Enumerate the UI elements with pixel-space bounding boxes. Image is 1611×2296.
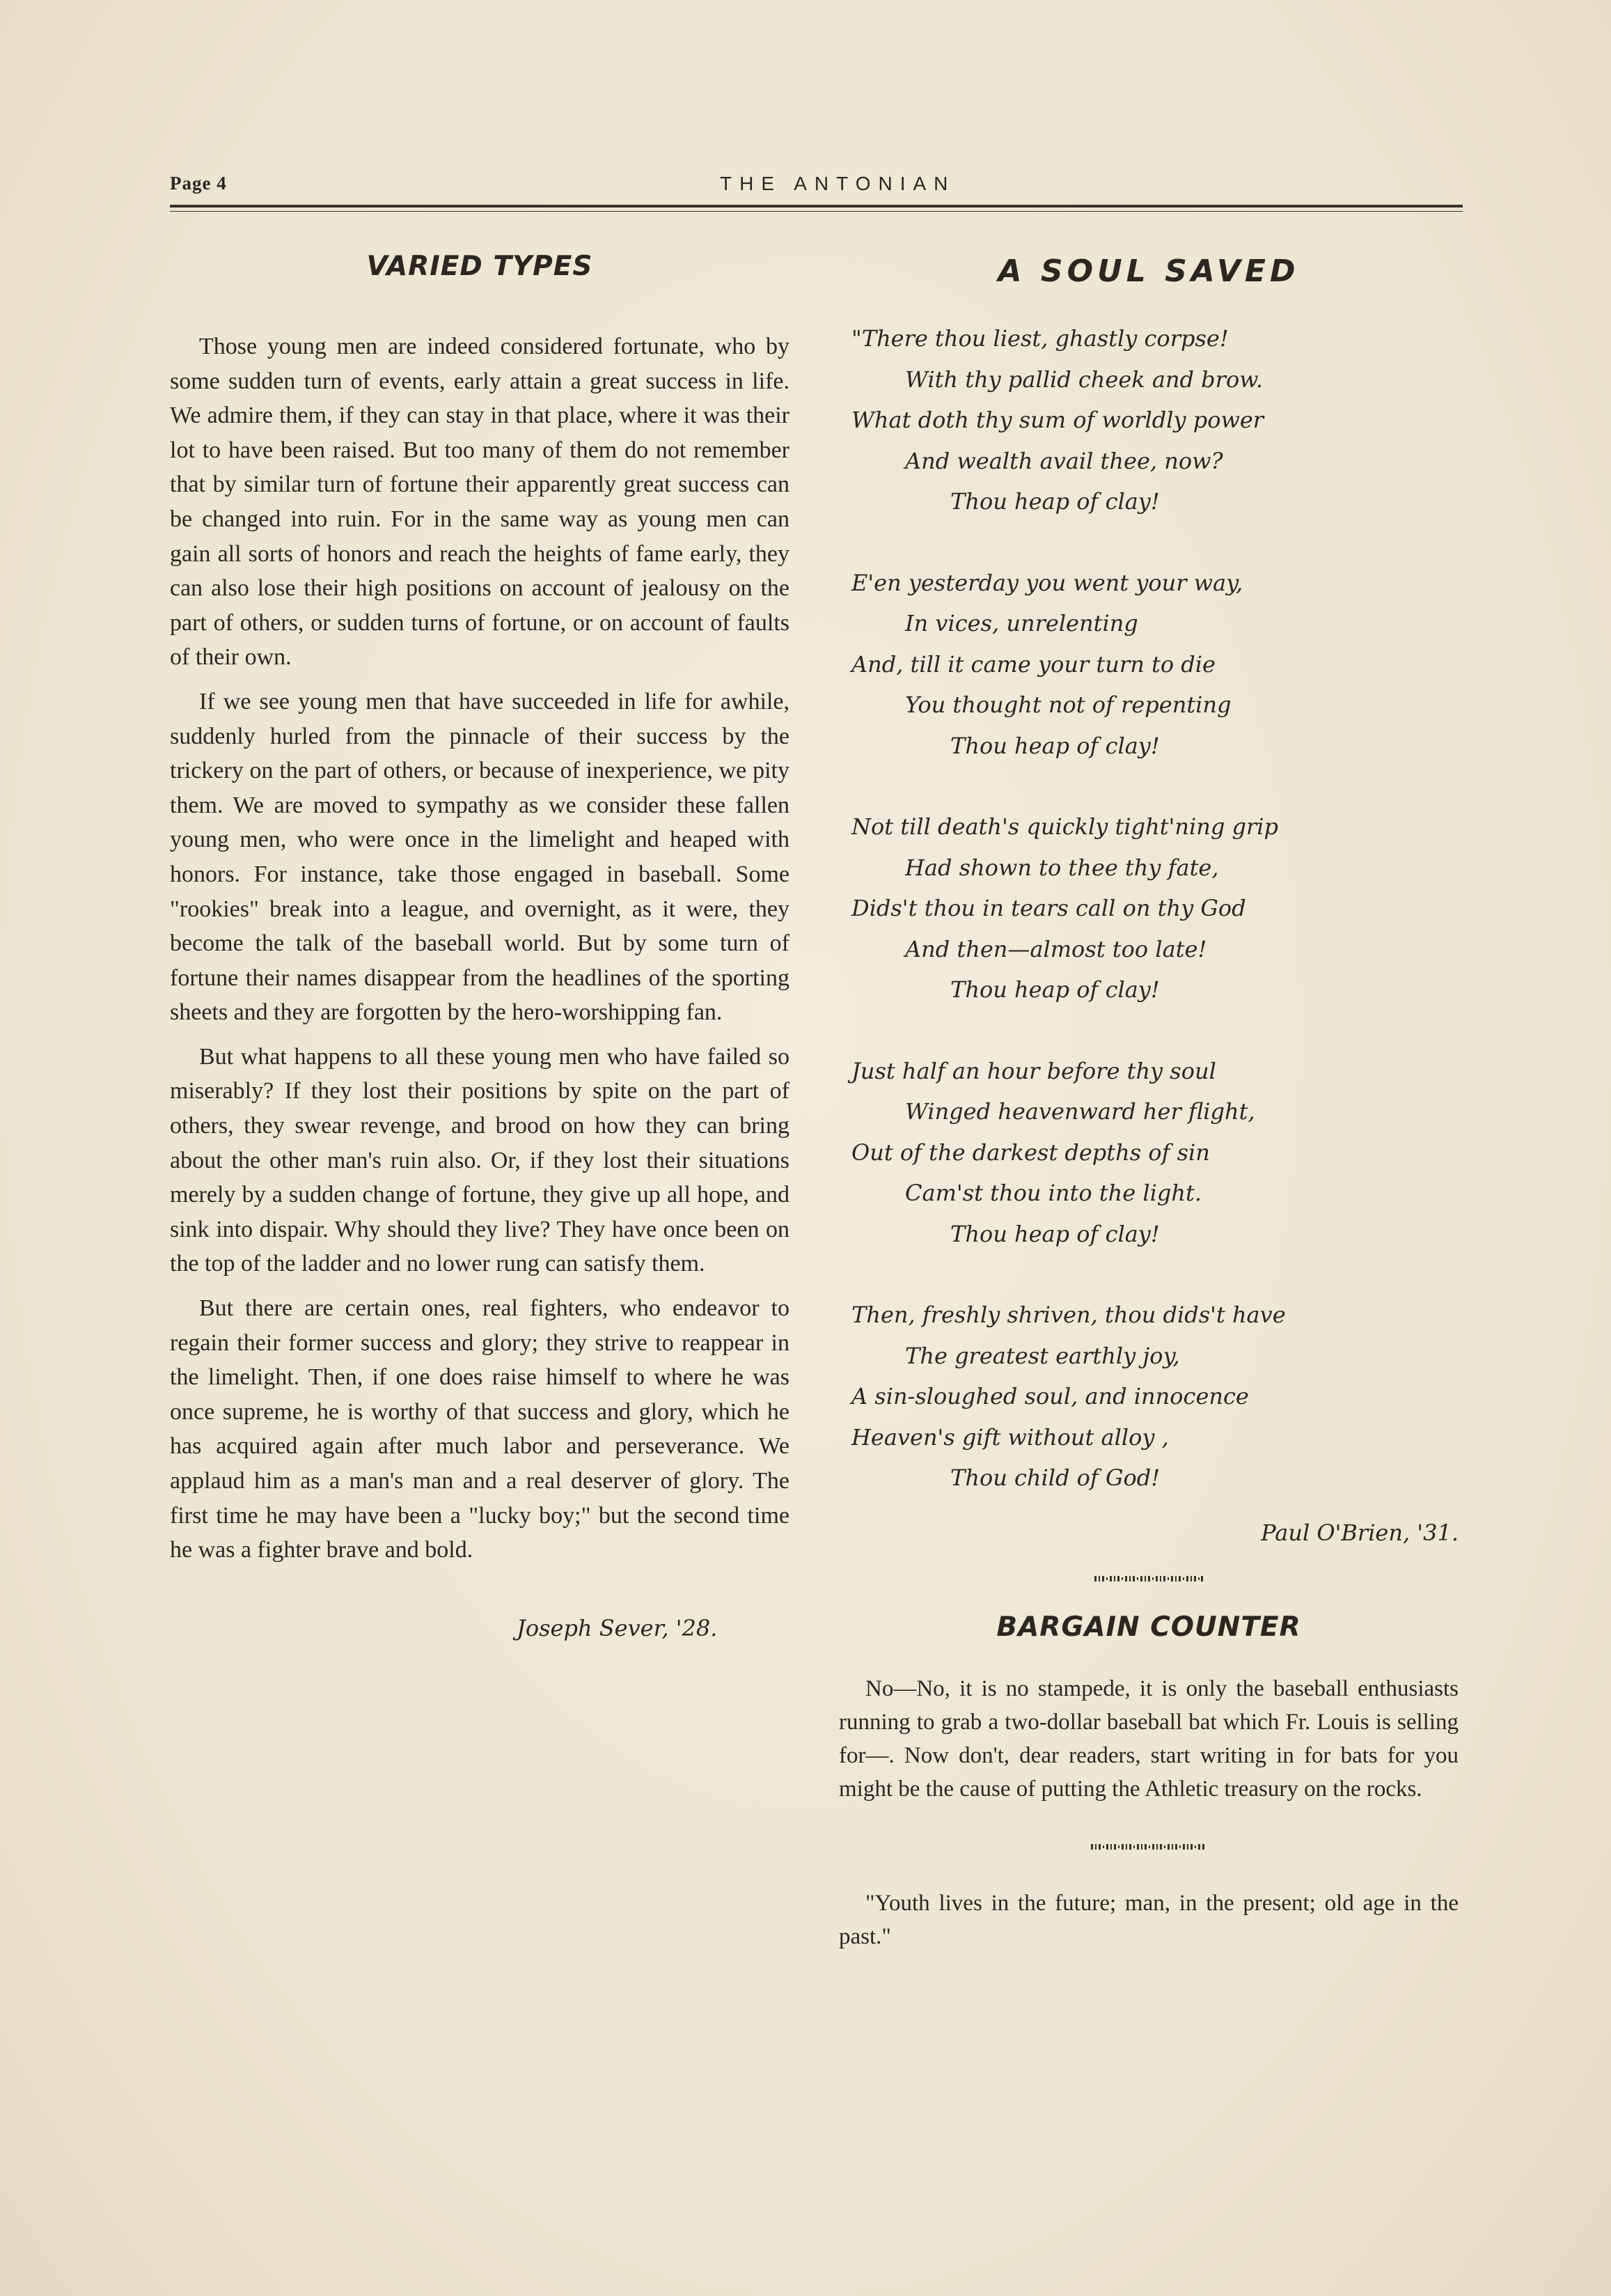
poem-line: Thou heap of clay! bbox=[950, 976, 1160, 1003]
poem-line: Thou child of God! bbox=[950, 1465, 1161, 1491]
poem-stanza bbox=[839, 318, 1459, 522]
poem-line: Cam'st thou into the light. bbox=[905, 1180, 1202, 1206]
poem-line: In vices, unrelenting bbox=[905, 610, 1138, 637]
quote-block bbox=[839, 1887, 1459, 1953]
poem-line: Heaven's gift without alloy , bbox=[851, 1423, 1169, 1451]
bargain-title: BARGAIN COUNTER bbox=[996, 1611, 1301, 1643]
poem-stanza bbox=[839, 563, 1459, 767]
poem-stanza bbox=[839, 806, 1459, 1010]
poem-stanza bbox=[839, 1295, 1459, 1499]
poem-line: A sin-sloughed soul, and innocence bbox=[851, 1383, 1249, 1409]
header-rule bbox=[170, 205, 1463, 208]
poem-line: Winged heavenward her flight, bbox=[905, 1098, 1255, 1125]
masthead: THE ANTONIAN bbox=[720, 173, 956, 194]
bargain-paragraph: No—No, it is no stampede, it is only the baseball enthusiasts running to grab a two-dollar baseball bat which Fr. Louis is selling for—. Now don't, dear readers, start writing in for bats for you might be the cause of putting the Athletic treasury on the rocks. bbox=[839, 1676, 1459, 1802]
article-title: VARIED TYPES bbox=[366, 251, 593, 282]
poem-line: Thou heap of clay! bbox=[950, 732, 1160, 759]
left-column bbox=[170, 251, 789, 1641]
right-column bbox=[839, 251, 1459, 1953]
poem-title: A SOUL SAVED bbox=[998, 253, 1300, 289]
article-paragraph: If we see young men that have succeeded in life for awhile, suddenly hurled from the pinnacle of their success by the trickery on the part of others, or because of inexperience, we pity them. We are moved to sympathy as we consider these fallen young men, who were once in the limelight and heaped with honors. For instance, take those engaged in baseball. Some "rookies" break into a league, and overnight, as it were, they become the talk of the baseball world. But by some turn of fortune their names disappear from the headlines of the sporting sheets and they are forgotten by the hero-worshipping fan. bbox=[170, 688, 789, 1026]
poem-line: Out of the darkest depths of sin bbox=[851, 1139, 1210, 1166]
poem-line: E'en yesterday you went your way, bbox=[851, 569, 1243, 596]
poem-line: "There thou liest, ghastly corpse! bbox=[851, 325, 1229, 352]
poem-line: Not till death's quickly tight'ning grip bbox=[851, 813, 1278, 840]
poem-line: You thought not of repenting bbox=[905, 692, 1232, 718]
poem-line: And then—almost too late! bbox=[905, 935, 1207, 962]
closing-quote: "Youth lives in the future; man, in the present; old age in the past." bbox=[839, 1890, 1459, 1949]
bargain-body bbox=[839, 1672, 1459, 1806]
article-paragraph: But there are certain ones, real fighters, who endeavor to regain their former success and glory; they strive to reappear in the limelight. Then, if one does raise himself to where he was once supreme, he is worthy of that success and glory, which he has acquired again after much labor and perseverance. We applaud him as a man's man and a real deserver of glory. The first time he may have been a "lucky boy;" but the second time he was a fighter brave and bold. bbox=[170, 1295, 789, 1563]
poem-line: Then, freshly shriven, thou dids't have bbox=[851, 1302, 1286, 1328]
poem-stanza bbox=[839, 1051, 1459, 1255]
poem-line: And, till it came your turn to die bbox=[851, 650, 1216, 678]
poem-line: With thy pallid cheek and brow. bbox=[905, 366, 1263, 393]
poem bbox=[839, 318, 1459, 1499]
article-paragraph: But what happens to all these young men who have failed so miserably? If they lost their positions by spite on the part of others, they swear revenge, and brood on how they can bring about the other man's ruin also. Or, if they lost their situations merely by a sudden change of fortune, they give up all hope, and sink into dispair. Why should they live? They have once been on the top of the ladder and no lower rung can satisfy them. bbox=[170, 1043, 789, 1277]
ornament-divider-icon bbox=[1090, 1842, 1208, 1852]
poem-line: Thou heap of clay! bbox=[950, 488, 1160, 515]
poem-line: Had shown to thee thy fate, bbox=[905, 854, 1219, 881]
poem-line: The greatest earthly joy, bbox=[905, 1342, 1180, 1369]
poem-signature: Paul O'Brien, '31. bbox=[1261, 1519, 1459, 1546]
page-header bbox=[170, 173, 1463, 216]
poem-line: Thou heap of clay! bbox=[950, 1220, 1160, 1247]
article-paragraph: Those young men are indeed considered fortunate, who by some sudden turn of events, early attain a great success in life. We admire them, if they can stay in that place, where it was their lot to have been raised. But too many of them do not remember that by similar turn of fortune their apparently great success can be changed into ruin. For in the same way as young men can gain all sorts of honors and reach the heights of fame early, they can also lose their high positions on account of jealousy on the part of others, or sudden turns of fortune, or on account of faults of their own. bbox=[170, 334, 789, 671]
page-number: Page 4 bbox=[170, 173, 227, 194]
poem-line: And wealth avail thee, now? bbox=[905, 447, 1223, 474]
article-body bbox=[170, 329, 789, 1568]
article-signature: Joseph Sever, '28. bbox=[517, 1614, 718, 1641]
poem-line: What doth thy sum of worldly power bbox=[851, 407, 1264, 433]
header-rule-thin bbox=[170, 211, 1463, 212]
ornament-divider-icon bbox=[1093, 1574, 1204, 1584]
poem-line: Dids't thou in tears call on thy God bbox=[851, 895, 1246, 921]
poem-line: Just half an hour before thy soul bbox=[851, 1057, 1216, 1084]
